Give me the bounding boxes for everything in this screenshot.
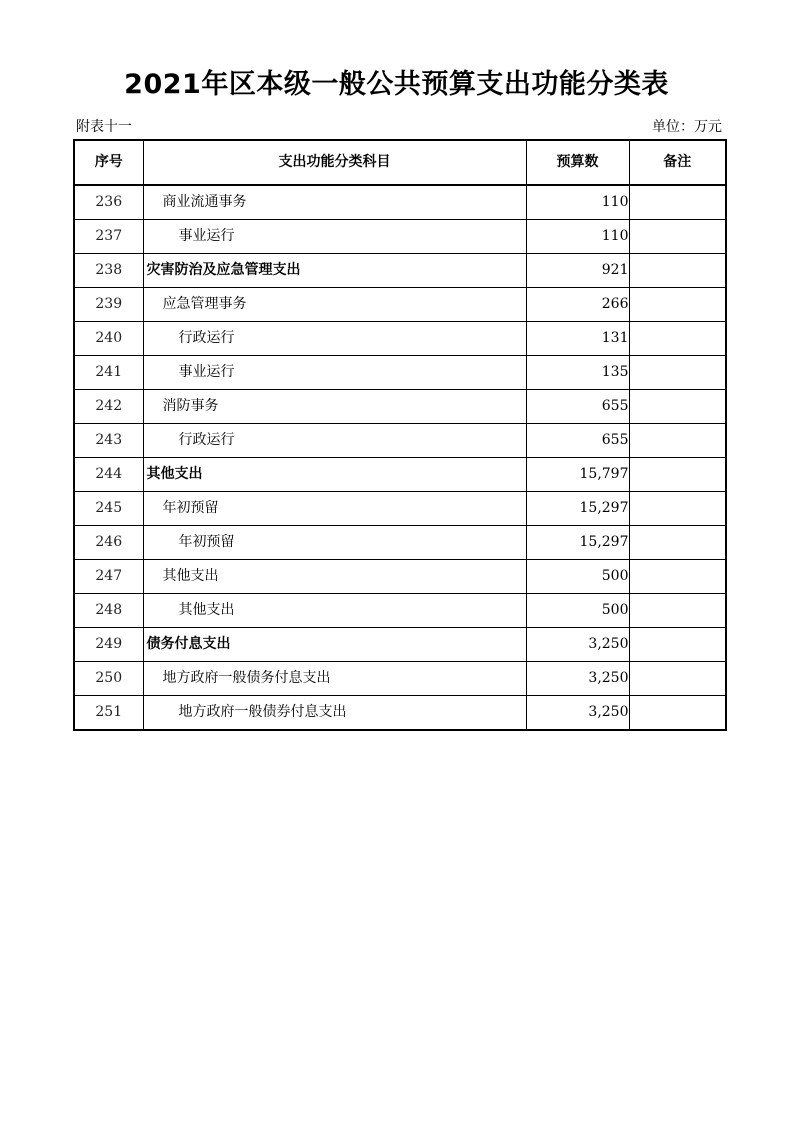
row-seq: 240 xyxy=(74,322,143,356)
row-seq: 241 xyxy=(74,356,143,390)
row-seq: 244 xyxy=(74,458,143,492)
appendix-label: 附表十一 xyxy=(76,119,132,135)
table-row xyxy=(74,220,726,254)
row-note xyxy=(629,288,726,322)
row-amount: 3,250 xyxy=(526,628,629,662)
column-header-amount: 预算数 xyxy=(526,140,629,185)
budget-table xyxy=(73,139,727,731)
row-category-name: 商业流通事务 xyxy=(143,185,526,220)
row-note xyxy=(629,424,726,458)
row-seq: 249 xyxy=(74,628,143,662)
row-category-name: 消防事务 xyxy=(143,390,526,424)
table-row xyxy=(74,526,726,560)
row-seq: 242 xyxy=(74,390,143,424)
column-header-name: 支出功能分类科目 xyxy=(143,140,526,185)
row-amount: 655 xyxy=(526,390,629,424)
row-amount: 15,297 xyxy=(526,526,629,560)
row-seq: 236 xyxy=(74,185,143,220)
table-header-row xyxy=(74,140,726,185)
row-amount: 500 xyxy=(526,594,629,628)
row-seq: 247 xyxy=(74,560,143,594)
row-seq: 246 xyxy=(74,526,143,560)
row-amount: 15,297 xyxy=(526,492,629,526)
table-row xyxy=(74,662,726,696)
table-row xyxy=(74,628,726,662)
row-amount: 500 xyxy=(526,560,629,594)
table-row xyxy=(74,254,726,288)
table-row xyxy=(74,458,726,492)
row-note xyxy=(629,560,726,594)
row-note xyxy=(629,185,726,220)
row-category-name: 灾害防治及应急管理支出 xyxy=(143,254,526,288)
table-row xyxy=(74,424,726,458)
row-amount: 110 xyxy=(526,220,629,254)
row-note xyxy=(629,220,726,254)
row-category-name: 其他支出 xyxy=(143,594,526,628)
table-row xyxy=(74,560,726,594)
table-row xyxy=(74,390,726,424)
row-category-name: 其他支出 xyxy=(143,458,526,492)
table-row xyxy=(74,185,726,220)
row-seq: 239 xyxy=(74,288,143,322)
row-note xyxy=(629,254,726,288)
unit-label: 单位：万元 xyxy=(652,119,722,135)
table-row xyxy=(74,322,726,356)
row-category-name: 其他支出 xyxy=(143,560,526,594)
row-amount: 921 xyxy=(526,254,629,288)
row-seq: 251 xyxy=(74,696,143,731)
row-category-name: 债务付息支出 xyxy=(143,628,526,662)
row-note xyxy=(629,526,726,560)
row-amount: 266 xyxy=(526,288,629,322)
row-amount: 15,797 xyxy=(526,458,629,492)
row-note xyxy=(629,458,726,492)
table-body xyxy=(74,185,726,730)
row-note xyxy=(629,594,726,628)
row-note xyxy=(629,356,726,390)
row-category-name: 事业运行 xyxy=(143,220,526,254)
row-seq: 245 xyxy=(74,492,143,526)
row-note xyxy=(629,628,726,662)
row-category-name: 地方政府一般债券付息支出 xyxy=(143,696,526,731)
row-category-name: 行政运行 xyxy=(143,322,526,356)
row-seq: 237 xyxy=(74,220,143,254)
row-category-name: 年初预留 xyxy=(143,526,526,560)
table-row xyxy=(74,594,726,628)
row-amount: 135 xyxy=(526,356,629,390)
row-amount: 131 xyxy=(526,322,629,356)
row-seq: 248 xyxy=(74,594,143,628)
row-note xyxy=(629,662,726,696)
row-note xyxy=(629,322,726,356)
row-category-name: 事业运行 xyxy=(143,356,526,390)
row-category-name: 行政运行 xyxy=(143,424,526,458)
table-row xyxy=(74,288,726,322)
table-row xyxy=(74,492,726,526)
row-seq: 250 xyxy=(74,662,143,696)
row-seq: 238 xyxy=(74,254,143,288)
row-amount: 110 xyxy=(526,185,629,220)
page-title: 2021年区本级一般公共预算支出功能分类表 xyxy=(124,69,669,100)
row-note xyxy=(629,492,726,526)
row-amount: 3,250 xyxy=(526,662,629,696)
column-header-seq: 序号 xyxy=(74,140,143,185)
table-row xyxy=(74,696,726,731)
row-seq: 243 xyxy=(74,424,143,458)
row-amount: 655 xyxy=(526,424,629,458)
row-category-name: 年初预留 xyxy=(143,492,526,526)
column-header-note: 备注 xyxy=(629,140,726,185)
row-category-name: 应急管理事务 xyxy=(143,288,526,322)
row-amount: 3,250 xyxy=(526,696,629,731)
table-row xyxy=(74,356,726,390)
row-category-name: 地方政府一般债务付息支出 xyxy=(143,662,526,696)
row-note xyxy=(629,696,726,731)
row-note xyxy=(629,390,726,424)
